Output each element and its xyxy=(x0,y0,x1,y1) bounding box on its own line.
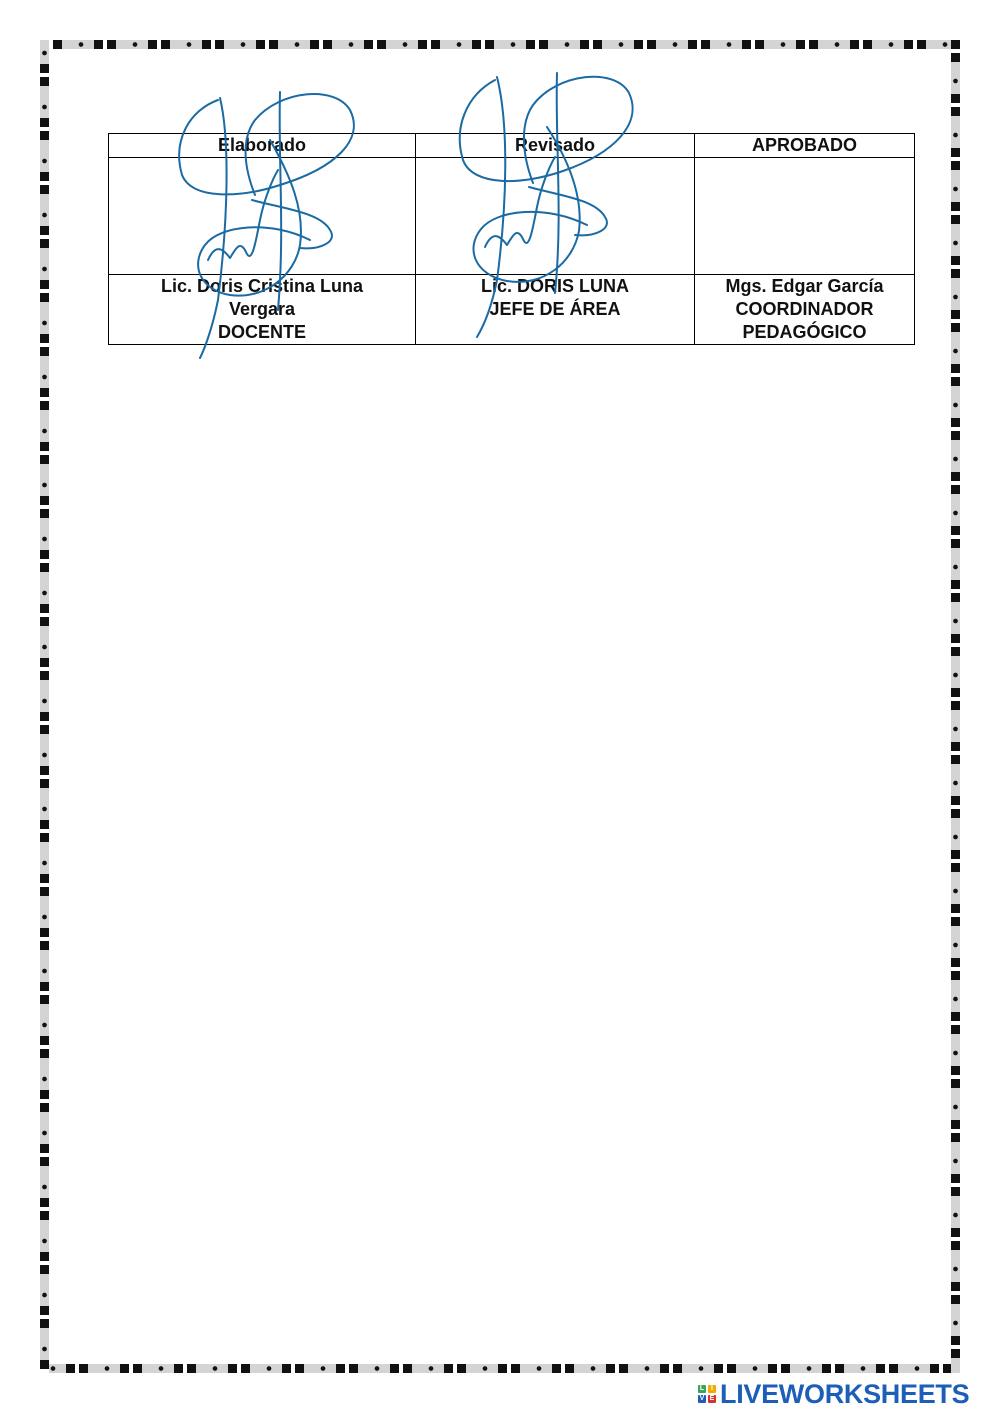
page-border-top xyxy=(40,40,960,49)
header-elaborado: Elaborado xyxy=(109,134,416,158)
header-aprobado: APROBADO xyxy=(695,134,915,158)
signer-name: Mgs. Edgar García xyxy=(725,276,884,296)
header-revisado: Revisado xyxy=(416,134,695,158)
logo-letter: V xyxy=(699,1395,705,1402)
signature-cell-elaborado xyxy=(109,158,416,275)
brand-wordmark: LIVEWORKSHEETS xyxy=(720,1378,970,1409)
approval-table xyxy=(108,133,915,345)
page-border-right xyxy=(951,40,960,1373)
signer-role: DOCENTE xyxy=(217,322,306,342)
signature-cell-revisado xyxy=(416,158,695,275)
logo-letter: I xyxy=(708,1385,716,1393)
signer-name-cont: Vergara xyxy=(228,299,296,319)
signer-role-cont: PEDAGÓGICO xyxy=(742,322,867,342)
signer-name: Lic. DORIS LUNA xyxy=(480,276,629,296)
signer-name: Lic. Doris Cristina Luna xyxy=(160,276,364,296)
logo-letter: L xyxy=(699,1385,705,1392)
signature-cell-aprobado xyxy=(695,158,915,275)
signer-role: JEFE DE ÁREA xyxy=(489,299,621,319)
signer-revisado xyxy=(416,275,695,345)
signature-row xyxy=(109,158,915,275)
signer-names-row xyxy=(109,275,915,345)
liveworksheets-logo-icon xyxy=(698,1385,716,1403)
signer-role: COORDINADOR xyxy=(735,299,874,319)
signer-aprobado xyxy=(695,275,915,345)
logo-letter: E xyxy=(709,1395,715,1402)
signer-elaborado xyxy=(109,275,416,345)
page-border-left xyxy=(40,40,49,1373)
approval-header-row xyxy=(109,134,915,158)
page-border-bottom xyxy=(40,1364,960,1373)
liveworksheets-brand xyxy=(698,1380,969,1408)
